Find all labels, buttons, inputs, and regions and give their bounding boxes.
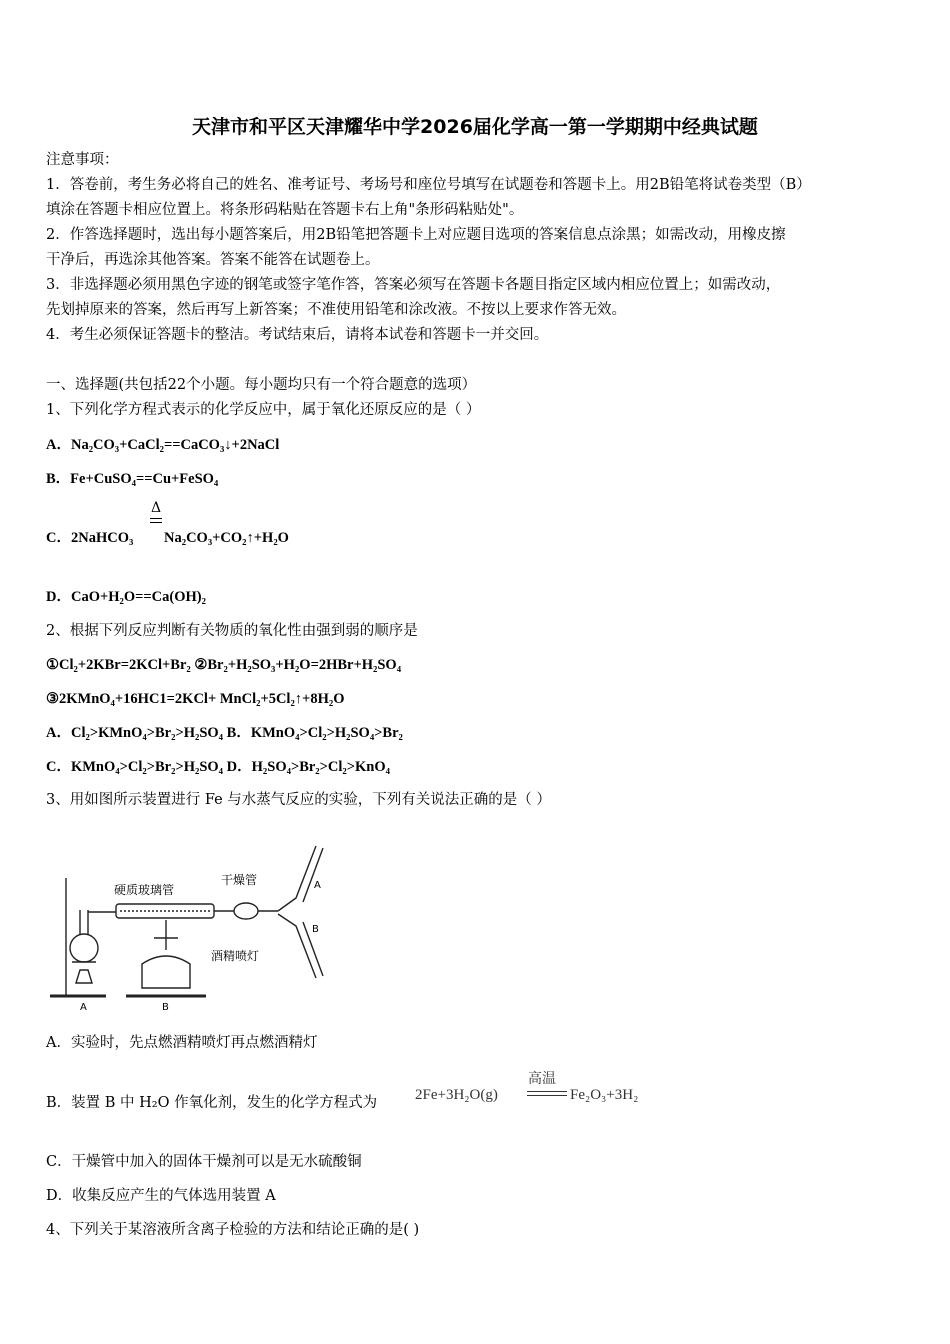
alcohol-lamp-a <box>76 970 92 983</box>
notice-line: 填涂在答题卡相应位置上。将条形码粘贴在答题卡右上角"条形码粘贴处"。 <box>46 202 524 218</box>
q3-option-b-equation-right: Fe₂O₃+3H₂ <box>570 1087 639 1103</box>
label-b-stand: B <box>162 1002 169 1013</box>
page-title: 天津市和平区天津耀华中学2026届化学高一第一学期期中经典试题 <box>192 116 758 138</box>
q3-option-b-equation-left: 2Fe+3H₂O(g) <box>415 1087 498 1103</box>
label-a-tube: A <box>314 880 321 891</box>
equals-sign <box>150 518 162 523</box>
label-lamp: 酒精喷灯 <box>211 949 260 963</box>
label-dryer: 干燥管 <box>221 873 258 887</box>
notice-heading: 注意事项： <box>46 152 119 168</box>
q1-option-c-right: Na₂CO₃+CO₂↑+H₂O <box>164 530 289 546</box>
question-3-stem: 3、用如图所示装置进行 Fe 与水蒸气反应的实验，下列有关说法正确的是（ ） <box>46 792 551 808</box>
flask <box>70 934 98 962</box>
q3-option-d: D．收集反应产生的气体选用装置 A <box>46 1188 276 1204</box>
q3-option-b-condition: 高温 <box>528 1071 556 1087</box>
notice-line: 干净后，再选涂其他答案。答案不能答在试题卷上。 <box>46 252 380 268</box>
q1-option-a: A．Na₂CO₃+CaCl₂==CaCO₃↓+2NaCl <box>46 437 280 453</box>
q2-options-ab: A．Cl₂>KMnO₄>Br₂>H₂SO₄ B．KMnO₄>Cl₂>H₂SO₄>Br₂ <box>46 725 403 741</box>
question-2-stem: 2、根据下列反应判断有关物质的氧化性由强到弱的顺序是 <box>46 623 418 639</box>
label-b-tube: B <box>312 924 319 935</box>
delta-sign: Δ <box>150 500 162 516</box>
notice-line: 3．非选择题必须用黑色字迹的钢笔或签字笔作答，答案必须写在答题卡各题目指定区域内相应位置上；如需改动， <box>46 277 781 293</box>
drying-tube <box>234 903 258 919</box>
q2-options-cd: C．KMnO₄>Cl₂>Br₂>H₂SO₄ D．H₂SO₄>Br₂>Cl₂>KnO₄ <box>46 759 390 775</box>
q2-reaction-3: ③2KMnO₄+16HC1=2KCl+ MnCl₂+5Cl₂↑+8H₂O <box>46 691 345 707</box>
equation-equals <box>527 1091 567 1096</box>
notice-line: 1．答卷前，考生务必将自己的姓名、准考证号、考场号和座位号填写在试题卷和答题卡上。用2B铅笔将试卷类型（B） <box>46 177 811 193</box>
label-a-stand: A <box>80 1002 87 1013</box>
q3-option-a: A．实验时，先点燃酒精喷灯再点燃酒精灯 <box>46 1035 318 1051</box>
question-4-stem: 4、下列关于某溶液所含离子检验的方法和结论正确的是( ) <box>46 1222 420 1238</box>
notice-line: 2．作答选择题时，选出每小题答案后，用2B铅笔把答题卡上对应题目选项的答案信息点涂黑；如需改动，用橡皮擦 <box>46 227 786 243</box>
notice-line: 4．考生必须保证答题卡的整洁。考试结束后，请将本试卷和答题卡一并交回。 <box>46 327 549 343</box>
q1-option-c-condition <box>150 500 162 523</box>
q1-option-b: B．Fe+CuSO₄==Cu+FeSO₄ <box>46 471 219 487</box>
collection-tube-a <box>278 846 316 911</box>
label-tube: 硬质玻璃管 <box>114 883 175 897</box>
q3-option-b-text: B．装置 B 中 H₂O 作氧化剂，发生的化学方程式为 <box>46 1095 378 1111</box>
question-1-stem: 1、下列化学方程式表示的化学反应中，属于氧化还原反应的是（ ） <box>46 402 481 418</box>
q3-option-c: C．干燥管中加入的固体干燥剂可以是无水硫酸铜 <box>46 1154 362 1170</box>
collection-tube-b <box>278 914 316 978</box>
section-heading: 一、选择题(共包括22个小题。每小题均只有一个符合题意的选项） <box>46 377 477 393</box>
q1-option-c-left: C．2NaHCO₃ <box>46 530 134 546</box>
alcohol-burner <box>142 956 190 988</box>
q2-reactions-1-2: ①Cl₂+2KBr=2KCl+Br₂ ②Br₂+H₂SO₃+H₂O=2HBr+H₂SO₄ <box>46 657 402 673</box>
q1-option-d: D．CaO+H₂O==Ca(OH)₂ <box>46 589 206 605</box>
apparatus-figure <box>46 838 336 1016</box>
notice-line: 先划掉原来的答案，然后再写上新答案；不准使用铅笔和涂改液。不按以上要求作答无效。 <box>46 302 626 318</box>
